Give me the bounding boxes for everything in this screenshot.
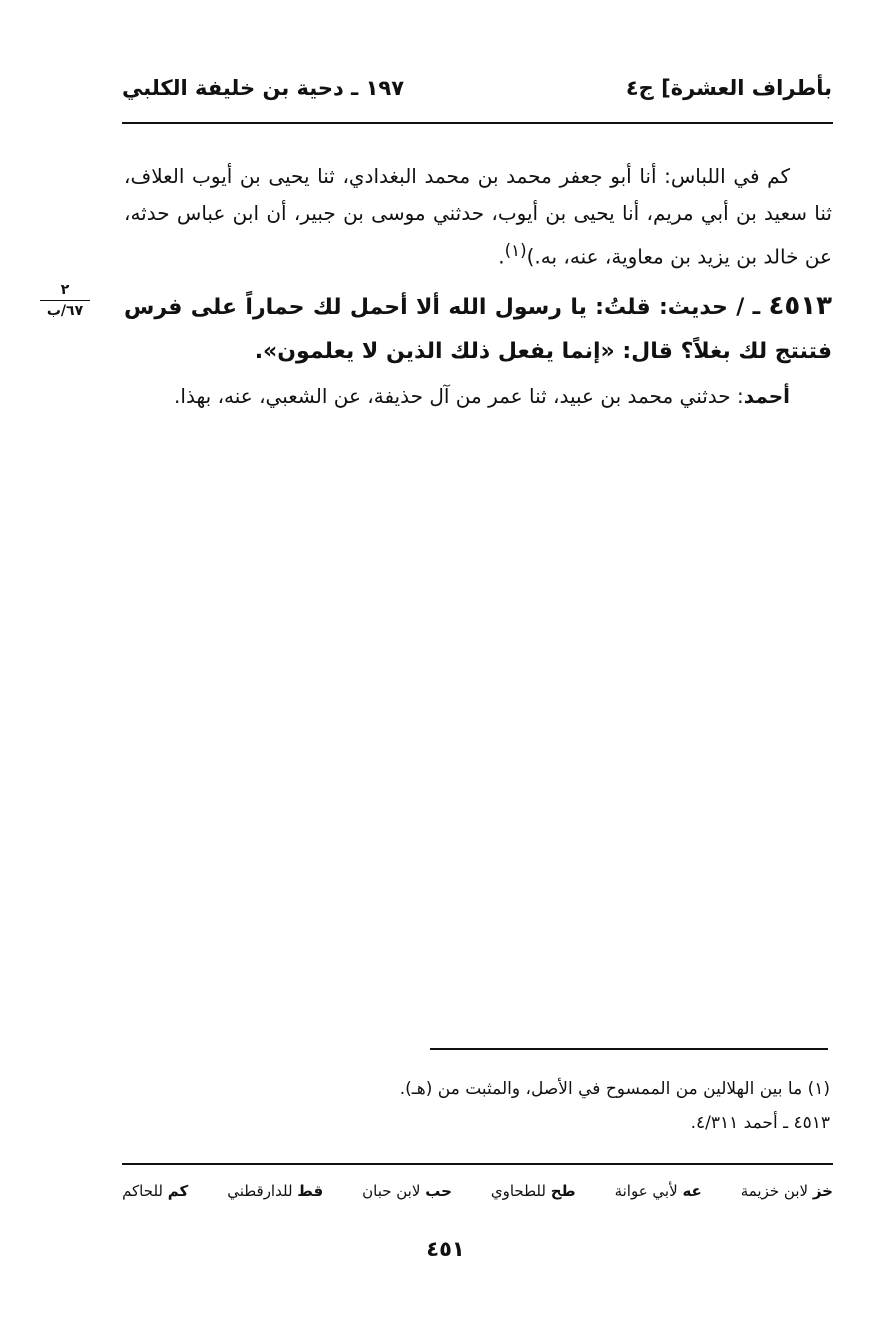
abbr-item (491, 1182, 576, 1200)
hadith-entry (124, 284, 832, 374)
header-chapter-title: ١٩٧ ـ دحية بن خليفة الكلبي (122, 76, 405, 100)
hadith-number: ٤٥١٣ (768, 290, 832, 321)
abbr-item (227, 1182, 323, 1200)
footnote-mark: (١) (504, 241, 527, 260)
abbr-code: طح (550, 1182, 576, 1200)
footnote-1: (١) ما بين الهلالين من الممسوح في الأصل، والمثبت من (هـ). (399, 1079, 830, 1099)
paragraph-ahmad (124, 378, 832, 415)
paragraph-isnad-text: كم في اللباس: أنا أبو جعفر محمد بن محمد البغدادي، ثنا يحيى بن أيوب العلاف، ثنا سعيد بن أبي مريم، أنا يحيى بن أيوب، حدثني موسى بن جبير، أن ابن عباس حدثه، عن خالد بن يزيد بن معاوية، عنه، به.) (124, 164, 832, 269)
paragraph-isnad (124, 158, 832, 276)
abbr-code: قط (297, 1182, 324, 1200)
abbr-code: حب (425, 1182, 452, 1200)
abbr-name: للدارقطني (227, 1182, 293, 1200)
abbr-name: لابن حبان (362, 1182, 421, 1200)
header-rule (122, 122, 833, 124)
abbr-name: للحاكم (122, 1182, 163, 1200)
margin-note-number: ٢ (40, 282, 90, 301)
running-header (122, 70, 832, 112)
abbr-item (122, 1182, 188, 1200)
abbreviations-key (122, 1182, 833, 1200)
footnote-2: ٤٥١٣ ـ أحمد ٤/٣١١. (690, 1113, 830, 1133)
source-name: أحمد (743, 383, 790, 408)
abbr-code: كم (167, 1182, 189, 1200)
footnotes (300, 1072, 830, 1140)
hadith-text: ـ / حديث: قلتُ: يا رسول الله ألا أحمل لك حماراً على فرس فتنتج لك بغلاً؟ قال: «إنما يفعل ذلك الذين لا يعلمون». (124, 294, 832, 364)
page-number: ٤٥١ (426, 1237, 465, 1261)
paragraph-ahmad-text: : حدثني محمد بن عبيد، ثنا عمر من آل حذيفة، عن الشعبي، عنه، بهذا. (174, 383, 744, 408)
abbr-item (362, 1182, 452, 1200)
abbr-item (741, 1182, 833, 1200)
manuscript-margin-note (40, 282, 90, 319)
abbr-code: خز (812, 1182, 833, 1200)
paragraph-end-period: . (498, 244, 505, 269)
footnote-rule (430, 1048, 828, 1050)
abbr-name: لأبي عوانة (614, 1182, 678, 1200)
header-volume-title: بأطراف العشرة] ج٤ (625, 76, 832, 100)
abbr-name: لابن خزيمة (740, 1182, 809, 1200)
main-text (124, 158, 832, 415)
abbr-item (615, 1182, 702, 1200)
abbr-name: للطحاوي (490, 1182, 546, 1200)
abbreviations-rule (122, 1163, 833, 1165)
margin-note-folio: ٦٧/ب (46, 303, 84, 319)
abbr-code: عه (682, 1182, 702, 1200)
